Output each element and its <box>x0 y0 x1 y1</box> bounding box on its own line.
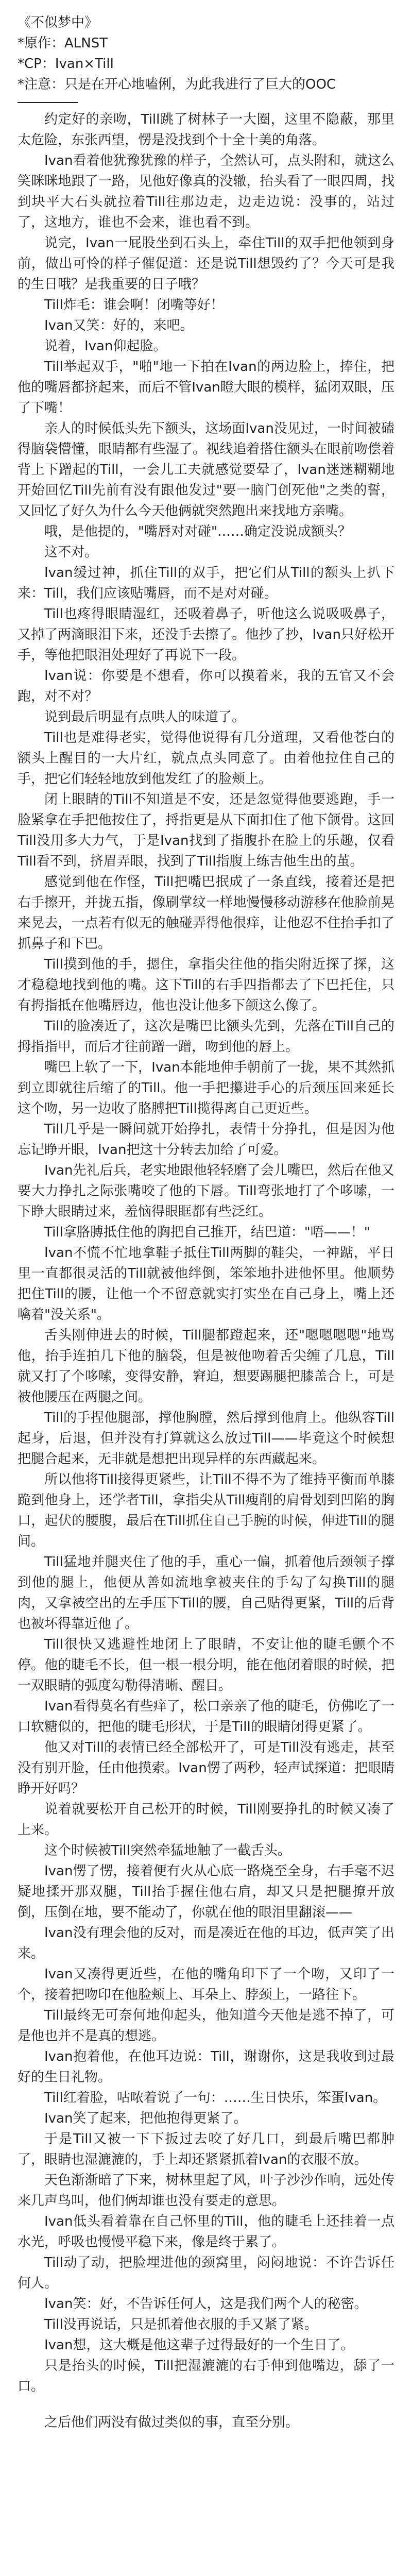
story-paragraph: 亲人的时候低头先下额头，这场面Ivan没见过，一时间被磕得脑袋懵懂，眼睛都有些湿了。视线追着搭住额头在眼前吻偿着背上下蹭起的Till，一会儿工夫就感觉要晕了，Ivan迷迷糊糊地开始回忆Till先前有没有跟他发过"要一脑门创死他"之类的誓，又回忆了好久为什么今天他俩就突然跑出来找地方亲嘴。 <box>18 421 394 519</box>
story-paragraph: 他又对Till的表情已经全部松开了，可是Till没有逃走，甚至没有别开脸，任由他摸索。Ivan愣了两秒，轻声试探道：把眼睛睁开好吗？ <box>18 1740 394 1797</box>
story-paragraph: Till猛地并腿夹住了他的手，重心一偏，抓着他后颈领子撑到他的腿上，他便从善如流地拿被夹住的手勾了勾换Till的腿肉，又拿被空出的左手压下Till的腰，自己贴得更紧，Till的后背也被坏得靠近他了。 <box>18 1554 394 1632</box>
story-paragraph: Till很快又逃避性地闭上了眼睛，不安让他的睫毛颤个不停。他的睫毛不长，但一根一根分明，能在他闭着眼的时候，把一双眼睛的弧度勾勒得清晰、醒目。 <box>18 1637 394 1693</box>
story-paragraph: Ivan又笑：好的，来吧。 <box>44 318 194 333</box>
story-paragraph: Till的脸凑近了，这次是嘴巴比额头先到，先落在Till自己的拇指指甲，而后才往前蹭一蹭，吻到他的唇上。 <box>18 1019 394 1055</box>
story-title: 《不似梦中》 <box>18 15 98 30</box>
story-body <box>18 109 394 2397</box>
story-ending: 之后他们两没有做过类似的事，直至分别。 <box>44 2415 299 2430</box>
story-paragraph: Till摸到他的手，摁住，拿指尖往他的指尖附近探了探，这才稳稳地找到他的嘴。这下Till的右手四指都去了下巴托住，只有拇指抵在他嘴唇边，他也没让他多下颌这么像了。 <box>18 957 394 1013</box>
story-paragraph: Ivan笑了起来，把他抱得更紧了。 <box>44 2111 247 2126</box>
story-paragraph: Ivan看得莫名有些痒了，松口亲亲了他的睫毛，仿佛吃了一口软糖似的，把他的睫毛形状，于是Till的眼睛闭得更紧了。 <box>18 1699 394 1735</box>
story-paragraph: Till红着脸，咕哝着说了一句：……生日快乐，笨蛋Ivan。 <box>44 2090 387 2106</box>
original-work-line: *原作：ALNST <box>18 36 108 51</box>
story-paragraph: Ivan看着他犹豫犹豫的样子，全然认可，点头附和，就这么笑眯眯地跟了一路，见他好像真的没辙，抬头看了一眼四周，找到块平大石头就拉着Till往那边走，边走边说：没事的，站过了，这地方，谁也不会来，谁也看不到。 <box>18 153 394 230</box>
story-paragraph: 说到最后明显有点哄人的味道了。 <box>44 709 246 725</box>
story-paragraph: Ivan想，这大概是他这辈子过得最好的一个生日了。 <box>44 2337 354 2353</box>
story-paragraph: Till也是难得老实，觉得他说得有几分道理，又看他苍白的额头上醒目的一大片红，就点点头同意了。由着他拉住自己的手，把它们轻轻地放到他发红了的脸颊上。 <box>18 730 394 787</box>
story-paragraph: Till几乎是一瞬间就开始挣扎，表情十分挣扎，但是因为他忘记睁开眼，Ivan把这十分转去加给了可爱。 <box>18 1122 394 1158</box>
story-paragraph: Till炸毛：谁会啊！闭嘴等好！ <box>44 297 224 313</box>
story-paragraph: Ivan没有理会他的反对，而是凑近在他的耳边，低声笑了出来。 <box>18 1925 394 1961</box>
story-paragraph: Till举起双手，"啪"地一下拍在Ivan的两边脸上，捧住，把他的嘴唇都挤起来，而后不管Ivan瞪大眼的模样，猛闭双眼，压了下嘴！ <box>18 359 394 416</box>
pairing-line: *CP：Ivan×Till <box>18 56 114 72</box>
story-paragraph: 舌头刚伸进去的时候，Till腿都蹬起来，还"嗯嗯嗯嗯"地骂他，抬手连拍几下他的脑袋，但是被他吻着舌尖缠了几息，Till就又打了个哆嗦，变得安静，窘迫，想要踢腿把膝盖合上，可是被他腰压在两腿之间。 <box>18 1328 394 1405</box>
story-paragraph: 这不对。 <box>44 545 98 560</box>
story-paragraph: 所以他将Till接得更紧些，让Till不得不为了维持平衡而单膝跪到他身上，还学者Till，拿指尖从Till瘦削的肩骨划到凹陷的胸口，起伏的腰腹，最后在Till抓住自己手腕的时候，伸进Till的腿间。 <box>18 1472 394 1549</box>
story-paragraph: Till没再说话，只是抓着他衣服的手又紧了紧。 <box>44 2317 318 2332</box>
story-paragraph: 哦，是他提的，"嘴唇对对碰"……确定没说成额头？ <box>44 524 351 539</box>
story-paragraph: Ivan又凑得更近些，在他的嘴角印下了一个吻，又印了一个，接着把吻印在他脸颊上、耳朵上、脖颈上，一路往下。 <box>18 1967 394 2003</box>
story-paragraph: Till最终无可奈何地仰起头，他知道今天他是逃不掉了，可是他也并不是真的想逃。 <box>18 2008 394 2044</box>
story-paragraph: Ivan愣了愣，接着便有火从心底一路烧至全身，右手毫不迟疑地揉开那双腿，Till抬手握住他右肩，却又只是把腿撩开放倒，压倒在地，要不能动了，你就在他的眼泪里翻滚—— <box>18 1863 394 1920</box>
story-paragraph: Ivan笑：好，不告诉任何人，这是我们两个人的秘密。 <box>44 2296 368 2312</box>
story-paragraph: Ivan说：你要是不想看，你可以摸着来，我的五官又不会跑，对不对？ <box>18 668 394 704</box>
story-paragraph: 于是Till又被一下下扳过去咬了好几口，到最后嘴巴都肿了，眼睛也湿漉漉的，手上却还紧紧抓着Ivan的衣服不放。 <box>18 2131 394 2167</box>
story-paragraph: 这个时候被Till突然牵猛地触了一截舌头。 <box>44 1843 291 1858</box>
story-paragraph: Till动了动，把脸埋进他的颈窝里，闷闷地说：不许告诉任何人。 <box>18 2255 394 2291</box>
story-paragraph: Ivan抱着他，在他耳边说：Till，谢谢你，这是我收到过最好的生日礼物。 <box>18 2049 394 2085</box>
story-paragraph: 约定好的亲吻，Till跳了树林子一大圈，这里不隐蔽，那里太危险，东张西望，愣是没找到个十全十美的角落。 <box>18 112 394 148</box>
story-paragraph: 只是抬头的时候，Till把湿漉漉的右手伸到他嘴边，舔了一口。 <box>18 2358 394 2394</box>
header-divider <box>18 102 78 103</box>
story-paragraph: 说着，Ivan仰起脸。 <box>44 338 167 354</box>
story-paragraph: 闭上眼睛的Till不知道是不安，还是忽觉得他要逃跑，手一脸紧拿在手把他按住了，捋指更是从下面扣住了他下颌骨。这回Till没用多大力气，于是Ivan找到了指腹扑在脸上的乐趣，仅看Till看不到，挤眉弄眼，找到了Till指腹上练吉他生出的茧。 <box>18 792 394 869</box>
story-paragraph: 天色渐渐暗了下来，树林里起了风，叶子沙沙作响，远处传来几声鸟叫，他们俩却谁也没有要走的意思。 <box>18 2173 394 2209</box>
story-paragraph: Till也疼得眼睛湿红，还吸着鼻子，听他这么说吸吸鼻子，又掉了两滴眼泪下来，还没手去擦了。他抄了抄，Ivan只好松开手，等他把眼泪处理好了再说下一段。 <box>18 606 394 663</box>
story-paragraph: 嘴巴上软了一下，Ivan本能地伸手朝前了一拢，果不其然抓到立即就往后缩了的Till。他一手把攥进手心的后颈压回来延长这个吻，另一边收了胳膊把Till揽得离自己更近些。 <box>18 1060 394 1116</box>
story-paragraph: Till的手捏他腿部，撑他胸膛，然后撑到他肩上。他纵容Till起身，后退，但并没有打算就这么放过Till——毕竟这个时候想把腿合起来，无非就是想把出现异样的东西藏起来。 <box>18 1410 394 1467</box>
story-paragraph: Ivan缓过神，抓住Till的双手，把它们从Till的额头上扒下来：Till，我们应该贴嘴唇，而不是对对碰。 <box>18 565 394 601</box>
story-paragraph: 说完，Ivan一屁股坐到石头上，牵住Till的双手把他领到身前，做出可怜的样子催促道：还是说Till想毁约了？今天可是我的生日哦？是我重要的日子哦？ <box>18 235 394 292</box>
story-paragraph: Ivan低头看着靠在自己怀里的Till，他的睫毛上还挂着一点水光，呼吸也慢慢平稳下来，像是终于累了。 <box>18 2214 394 2250</box>
story-paragraph: Ivan先礼后兵，老实地跟他轻轻磨了会儿嘴巴，然后在他又要大力挣扎之际张嘴咬了他的下唇。Till弯张地打了个哆嗦，一下睁大眼睛过来，羞恼得眼眶都有些泛红。 <box>18 1163 394 1219</box>
story-paragraph: Ivan不慌不忙地拿鞋子抵住Till两脚的鞋尖，一神踮，平日里一直都很灵活的Till就被他绊倒，笨笨地扑进他怀里。他顺势把住Till的腰，让他一个不留意就实打实坐在自己身上，嘴上还噙着"没关系"。 <box>18 1245 394 1323</box>
story-paragraph: 感觉到他在作怪，Till把嘴巴抿成了一条直线，接着还是把右手擦开，并拢五指，像刷掌纹一样地慢慢移动游移在他脸前晃来晃去，一点若有似无的触碰弄得他很痒，让他忍不住抬手扣了抓鼻子和下巴。 <box>18 874 394 952</box>
warning-note: *注意：只是在开心地嗑俐，为此我进行了巨大的OOC <box>18 77 336 92</box>
story-paragraph: Till拿胳膊抵住他的胸把自己推开，结巴道："唔——！" <box>44 1225 370 1240</box>
story-paragraph: 说着就要松开自己松开的时候，Till刚要挣扎的时候又凑了上来。 <box>18 1802 394 1838</box>
